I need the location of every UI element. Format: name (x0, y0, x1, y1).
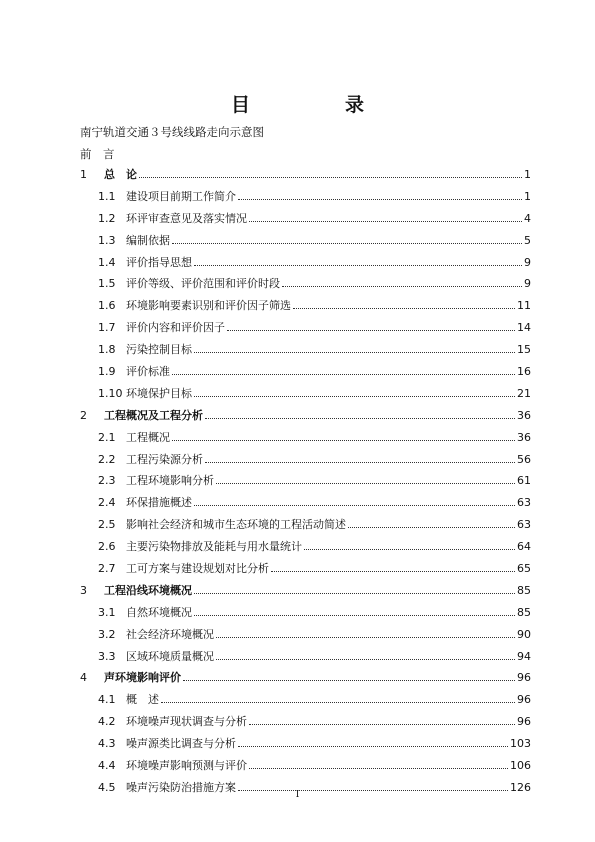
dot-leader (139, 177, 522, 178)
toc-entry-number: 4.1 (98, 693, 116, 707)
toc-section-entry[interactable] (80, 188, 531, 210)
toc-entry-number: 1.9 (98, 365, 116, 379)
toc-section-entry[interactable] (80, 275, 531, 297)
toc-section-entry[interactable] (80, 429, 531, 451)
toc-section-entry[interactable] (80, 210, 531, 232)
dot-leader (249, 221, 522, 222)
toc-entry-title: 环境噪声现状调查与分析 (126, 715, 247, 729)
dot-leader (348, 527, 515, 528)
toc-entry-number: 1.2 (98, 211, 116, 225)
toc-entry-number: 1.6 (98, 299, 116, 313)
toc-entry-title: 总 论 (104, 168, 137, 181)
dot-leader (293, 308, 515, 309)
dot-leader (205, 418, 515, 419)
dot-leader (161, 702, 515, 703)
dot-leader (282, 286, 522, 287)
toc-entry-number: 1.8 (98, 343, 116, 357)
toc-section-entry[interactable] (80, 538, 531, 560)
toc-entry-title: 评价指导思想 (126, 255, 192, 269)
toc-entry-page: 96 (517, 671, 531, 685)
toc-entry-title: 工程概况及工程分析 (104, 408, 203, 422)
toc-entry-page: 61 (517, 474, 531, 488)
toc-section-entry[interactable] (80, 254, 531, 276)
dot-leader (194, 396, 515, 397)
toc-entry-title: 评价标准 (126, 365, 170, 379)
toc-entry-title: 建设项目前期工作简介 (126, 189, 236, 203)
toc-entry-title: 工可方案与建设规划对比分析 (126, 562, 269, 576)
toc-entry-number: 1 (80, 168, 87, 181)
dot-leader (194, 615, 515, 616)
toc-chapter-entry[interactable] (80, 407, 531, 429)
toc-section-entry[interactable] (80, 494, 531, 516)
toc-entry-page: 5 (524, 233, 531, 247)
toc-entry-title: 自然环境概况 (126, 605, 192, 619)
toc-entry-page: 9 (524, 255, 531, 269)
dot-leader (194, 505, 515, 506)
toc-chapter-entry[interactable] (80, 166, 531, 188)
dot-leader (183, 680, 515, 681)
toc-entry-page: 36 (517, 408, 531, 422)
toc-entry-title: 工程污染源分析 (126, 452, 203, 466)
toc-entry-number: 2.7 (98, 562, 116, 576)
toc-section-entry[interactable] (80, 648, 531, 670)
toc-entry-number: 4.3 (98, 737, 116, 751)
toc-entry-title: 影响社会经济和城市生态环境的工程活动简述 (126, 518, 346, 532)
toc-entry-number: 1.5 (98, 277, 116, 291)
dot-leader (205, 462, 515, 463)
toc-entry-page: 36 (517, 430, 531, 444)
dot-leader (216, 637, 515, 638)
page-number: I (295, 790, 300, 800)
dot-leader (238, 746, 508, 747)
toc-entry-title: 环境保护目标 (126, 386, 192, 400)
toc-section-entry[interactable] (80, 472, 531, 494)
toc-entry-number: 1.3 (98, 233, 116, 247)
toc-entry-title: 主要污染物排放及能耗与用水量统计 (126, 540, 302, 554)
toc-entry-number: 2.1 (98, 430, 116, 444)
toc-entry-page: 56 (517, 452, 531, 466)
toc-entry-title: 区域环境质量概况 (126, 649, 214, 663)
toc-section-entry[interactable] (80, 451, 531, 473)
dot-leader (216, 659, 515, 660)
toc-section-entry[interactable] (80, 232, 531, 254)
toc-entry-title: 评价等级、评价范围和评价时段 (126, 277, 280, 291)
toc-entry-page: 63 (517, 518, 531, 532)
toc-entry-number: 3.3 (98, 649, 116, 663)
toc-section-entry[interactable] (80, 385, 531, 407)
toc-preface-entry[interactable]: 前 言 (80, 147, 115, 161)
toc-entry-title: 社会经济环境概况 (126, 627, 214, 641)
dot-leader (249, 724, 515, 725)
toc-entry-title: 概 述 (126, 693, 159, 707)
toc-section-entry[interactable] (80, 341, 531, 363)
toc-entry-page: 16 (517, 365, 531, 379)
toc-section-entry[interactable] (80, 363, 531, 385)
toc-entry-page: 65 (517, 562, 531, 576)
toc-section-entry[interactable] (80, 604, 531, 626)
toc-entry-title: 声环境影响评价 (104, 671, 181, 685)
toc-entry-page: 9 (524, 277, 531, 291)
toc-entry-title: 环评审查意见及落实情况 (126, 211, 247, 225)
dot-leader (304, 549, 515, 550)
toc-entry-page: 11 (517, 299, 531, 313)
toc-entry-title: 工程沿线环境概况 (104, 583, 192, 597)
toc-entry-number: 2.5 (98, 518, 116, 532)
dot-leader (194, 265, 522, 266)
toc-entry-number: 2.3 (98, 474, 116, 488)
toc-entry-title: 环境噪声影响预测与评价 (126, 759, 247, 773)
toc-entry-title: 编制依据 (126, 233, 170, 247)
toc-section-entry[interactable] (80, 735, 531, 757)
dot-leader (172, 440, 515, 441)
toc-section-entry[interactable] (80, 560, 531, 582)
toc-entry-page: 90 (517, 627, 531, 641)
toc-entry-number: 1.7 (98, 321, 116, 335)
toc-entry-page: 14 (517, 321, 531, 335)
toc-entry-title: 工程概况 (126, 430, 170, 444)
toc-entry-page: 1 (524, 189, 531, 203)
toc-entry-title: 评价内容和评价因子 (126, 321, 225, 335)
toc-section-entry[interactable] (80, 516, 531, 538)
toc-entry-title: 噪声源类比调查与分析 (126, 737, 236, 751)
toc-entry-title: 工程环境影响分析 (126, 474, 214, 488)
toc-entry-page: 64 (517, 540, 531, 554)
toc-entry-page: 96 (517, 715, 531, 729)
toc-entry-title: 环保措施概述 (126, 496, 192, 510)
toc-section-entry[interactable] (80, 713, 531, 735)
toc-entry-page: 1 (524, 168, 531, 181)
toc-entry-page: 15 (517, 343, 531, 357)
toc-entry-number: 2.4 (98, 496, 116, 510)
toc-chapter-entry[interactable] (80, 669, 531, 691)
toc-entry-number: 3.2 (98, 627, 116, 641)
toc-entry-number: 4.5 (98, 780, 116, 794)
toc-entry-page: 85 (517, 583, 531, 597)
dot-leader (172, 243, 522, 244)
toc-entry-number: 1.4 (98, 255, 116, 269)
toc-entry-page: 126 (510, 780, 531, 794)
toc-entry-number: 4 (80, 671, 87, 685)
toc-entry-page: 85 (517, 605, 531, 619)
dot-leader (249, 768, 508, 769)
toc-section-entry[interactable] (80, 626, 531, 648)
toc-entry-number: 1.1 (98, 189, 116, 203)
toc-chapter-entry[interactable] (80, 582, 531, 604)
toc-entry-page: 63 (517, 496, 531, 510)
page-title: 目 录 (230, 94, 402, 116)
toc-entry-page: 21 (517, 386, 531, 400)
toc-entry-page: 96 (517, 693, 531, 707)
dot-leader (238, 199, 522, 200)
dot-leader (172, 374, 515, 375)
dot-leader (194, 352, 515, 353)
toc-entry-page: 106 (510, 759, 531, 773)
toc-map-entry[interactable]: 南宁轨道交通３号线线路走向示意图 (80, 125, 264, 139)
toc-entry-number: 3.1 (98, 605, 116, 619)
toc-entry-page: 94 (517, 649, 531, 663)
toc-section-entry[interactable] (80, 691, 531, 713)
table-of-contents (80, 166, 531, 801)
toc-entry-number: 2 (80, 408, 87, 422)
toc-entry-number: 4.4 (98, 759, 116, 773)
dot-leader (194, 593, 515, 594)
toc-entry-number: 1.10 (98, 386, 123, 400)
toc-entry-number: 3 (80, 583, 87, 597)
dot-leader (227, 330, 515, 331)
toc-entry-page: 103 (510, 737, 531, 751)
toc-entry-page: 4 (524, 211, 531, 225)
toc-entry-number: 4.2 (98, 715, 116, 729)
toc-entry-number: 2.6 (98, 540, 116, 554)
toc-entry-number: 2.2 (98, 452, 116, 466)
toc-section-entry[interactable] (80, 319, 531, 341)
dot-leader (271, 571, 515, 572)
toc-entry-title: 环境影响要素识别和评价因子筛选 (126, 299, 291, 313)
toc-entry-title: 污染控制目标 (126, 343, 192, 357)
toc-section-entry[interactable] (80, 297, 531, 319)
dot-leader (216, 483, 515, 484)
toc-section-entry[interactable] (80, 757, 531, 779)
toc-entry-title: 噪声污染防治措施方案 (126, 780, 236, 794)
